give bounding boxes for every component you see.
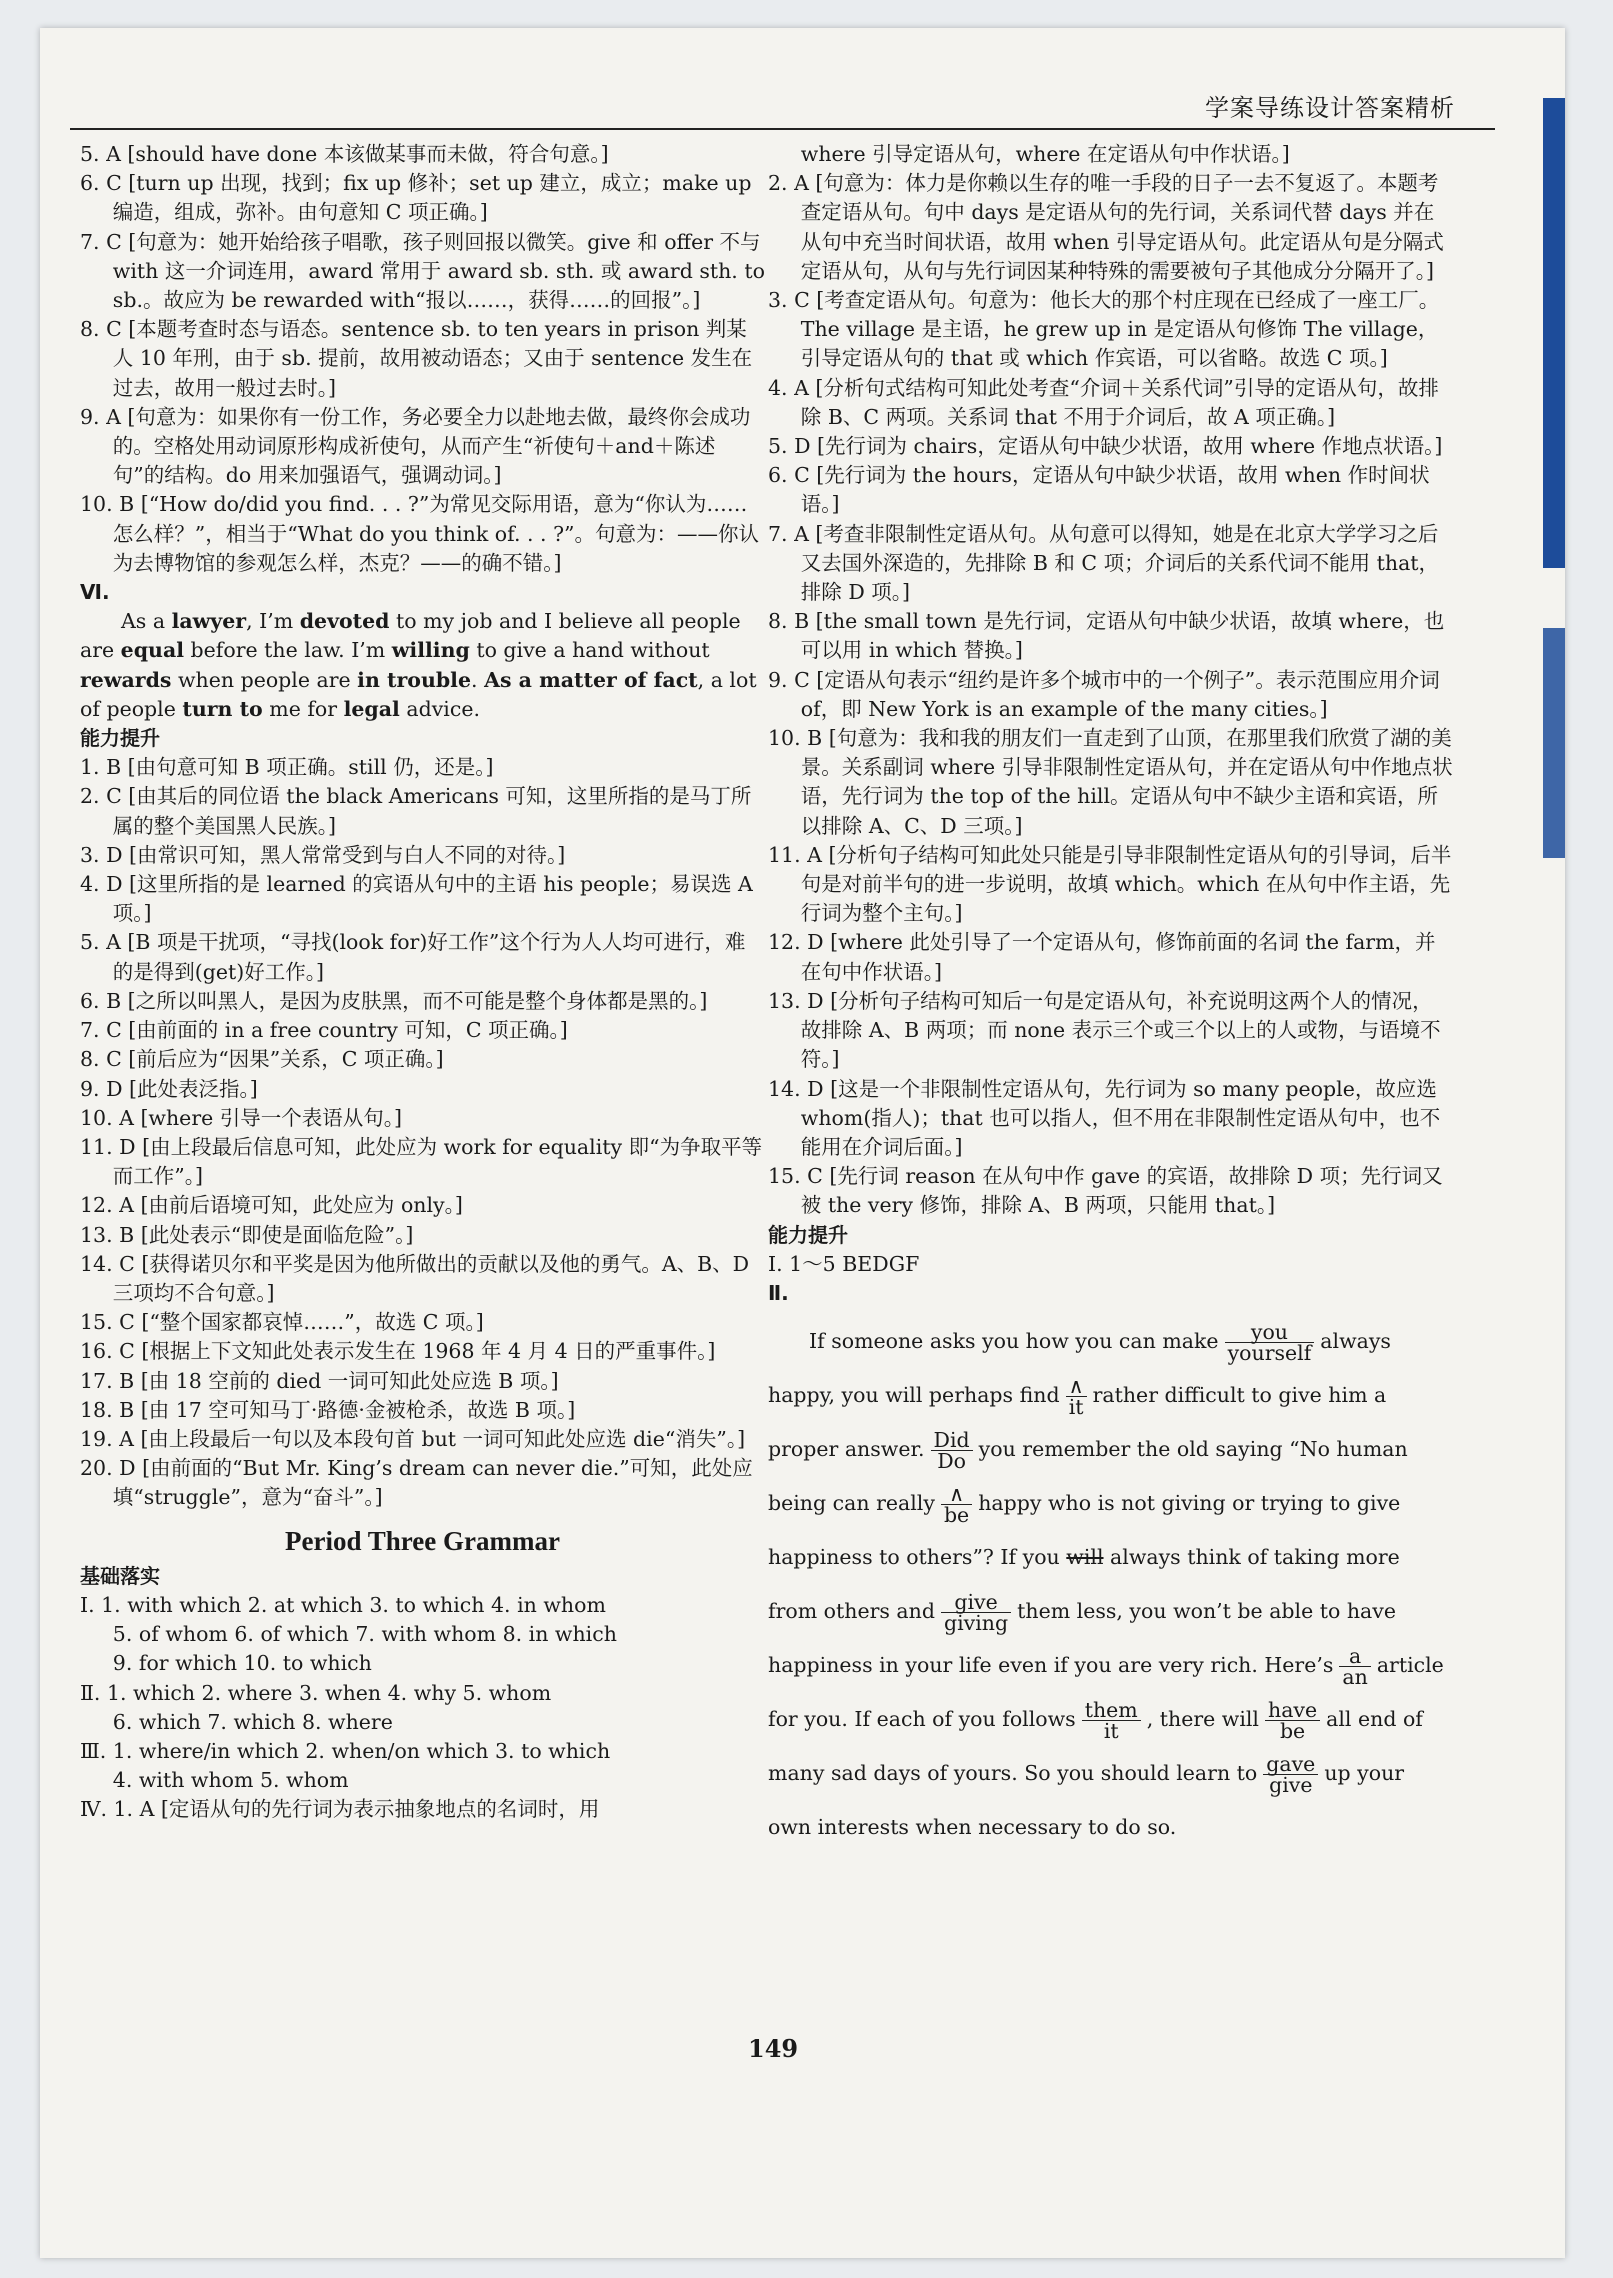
correction-mark: $\frac{\text{have}}{be}$ xyxy=(1265,1700,1320,1741)
answer-item: 9. A [句意为：如果你有一份工作，务必要全力以赴地去做，最终你会成功的。空格处用动词原形构成祈使句，从而产生“祈使句＋and＋陈述句”的结构。do 用来加强语气，强调动词。] xyxy=(80,404,751,488)
answer-page xyxy=(40,28,1565,2258)
answer-item: 13. B [此处表示“即使是面临危险”。] xyxy=(80,1222,414,1247)
correction-mark: $\frac{\text{give}}{\text{giving}}$ xyxy=(941,1592,1011,1633)
answer-item: 9. C [定语从句表示“纽约是许多个城市中的一个例子”。表示范围应用介词 of，即 New York is an example of the many cities。] xyxy=(768,667,1440,721)
correction-mark: $\frac{\text{Did}}{Do}$ xyxy=(931,1430,973,1471)
answer-item: 6. C [turn up 出现，找到；fix up 修补；set up 建立，成立；make up 编造，组成，弥补。由句意知 C 项正确。] xyxy=(80,171,752,225)
vi-paragraph: As a lawyer, I’m devoted to my job and I believe all people are equal before the law. I’m willing to give a hand without rewards when people are in trouble. As a matter of fact, a lot of people turn to me for legal advice. xyxy=(80,609,757,721)
right-column xyxy=(768,140,1453,1854)
page-header-title: 学案导练设计答案精析 xyxy=(1205,94,1455,122)
grammar-answer-line: 6. which 7. which 8. where xyxy=(112,1709,393,1734)
left-column xyxy=(80,140,765,1825)
page-edge-mark xyxy=(1543,628,1565,858)
filled-word: willing xyxy=(391,638,470,663)
matching-answers: Ⅰ. 1～5 BEDGF xyxy=(768,1251,920,1276)
answer-item: 11. A [分析句子结构可知此处只能是引导非限制性定语从句的引导词，后半句是对前半句的进一步说明，故填 which。which 在从句中作主语，先行词为整个主句。] xyxy=(768,842,1452,926)
answer-item: 8. C [本题考查时态与语态。sentence sb. to ten years in prison 判某人 10 年刑，由于 sb. 提前，故用被动语态；又由于 sentence 发生在过去，故用一般过去时。] xyxy=(80,317,753,400)
answer-item: 17. B [由 18 空前的 died 一词可知此处应选 B 项。] xyxy=(80,1368,559,1393)
grammar-answer-line: Ⅰ. 1. with which 2. at which 3. to which 4. in whom xyxy=(80,1592,606,1617)
struck-word: will xyxy=(1066,1545,1104,1570)
answer-item: 18. B [由 17 空可知马丁·路德·金被枪杀，故选 B 项。] xyxy=(80,1397,576,1422)
answer-item: 2. A [句意为：体力是你赖以生存的唯一手段的日子一去不复返了。本题考查定语从句。句中 days 是定语从句的先行词，关系词代替 days 并在从句中充当时间状语，故用 when 引导定语从句。此定语从句是分隔式定语从句，从句与先行词因某种特殊的需要被句子其他成分分隔开了。] xyxy=(768,171,1444,283)
answer-item: 1. B [由句意可知 B 项正确。still 仍，还是。] xyxy=(80,755,494,780)
section-ability-label: 能力提升 xyxy=(80,726,160,751)
answer-item: 11. D [由上段最后信息可知，此处应为 work for equality 即“为争取平等而工作”。] xyxy=(80,1134,763,1189)
answer-item: 5. A [should have done 本该做某事而未做，符合句意。] xyxy=(80,142,609,166)
answer-item: 20. D [由前面的“But Mr. King’s dream can never die.”可知，此处应填“struggle”，意为“奋斗”。] xyxy=(80,1456,753,1510)
answer-item: 7. C [由前面的 in a free country 可知，C 项正确。] xyxy=(80,1018,568,1043)
filled-word: lawyer xyxy=(171,609,247,634)
answer-item: 6. B [之所以叫黑人，是因为皮肤黑，而不可能是整个身体都是黑的。] xyxy=(80,988,708,1013)
section-ii-label: Ⅱ. xyxy=(768,1280,789,1305)
answer-item: 12. A [由前后语境可知，此处应为 only。] xyxy=(80,1193,463,1218)
answer-item: 3. D [由常识可知，黑人常常受到与白人不同的对待。] xyxy=(80,842,566,867)
correction-mark: $\frac{\text{gave}}{\text{give}}$ xyxy=(1263,1754,1318,1795)
filled-word: devoted xyxy=(299,609,390,634)
answer-item: 12. D [where 此处引导了一个定语从句，修饰前面的名词 the farm，并在句中作状语。] xyxy=(768,930,1436,984)
answer-item: 10. B [句意为：我和我的朋友们一直走到了山顶，在那里我们欣赏了湖的美景。关系副词 where 引导非限制性定语从句，并在定语从句中作地点状语，先行词为 the top of the hill。定语从句中不缺少主语和宾语，所以排除 A、C、D 三项。] xyxy=(768,726,1453,838)
section-vi-label: Ⅵ. xyxy=(80,580,110,605)
filled-word: As a matter of fact xyxy=(484,667,698,692)
answer-item: 15. C [“整个国家都哀悼……”，故选 C 项。] xyxy=(80,1310,484,1335)
section-ability-label: 能力提升 xyxy=(768,1222,848,1247)
answer-item: 15. C [先行词 reason 在从句中作 gave 的宾语，故排除 D 项；先行词又被 the very 修饰，排除 A、B 两项，只能用 that。] xyxy=(768,1164,1443,1218)
answer-item: 9. D [此处表泛指。] xyxy=(80,1076,258,1101)
answer-item: 16. C [根据上下文知此处表示发生在 1968 年 4 月 4 日的严重事件。] xyxy=(80,1339,716,1364)
answer-item: 10. B [“How do/did you find. . . ?”为常见交际用语，意为“你认为……怎么样？”，相当于“What do you think of. . . ?”。句意为：——你认为去博物馆的参观怎么样，杰克？——的确不错。] xyxy=(80,492,760,575)
filled-word: rewards xyxy=(80,667,172,692)
correction-mark: $\frac{\text{them}}{it}$ xyxy=(1082,1700,1141,1741)
answer-item: 14. C [获得诺贝尔和平奖是因为他所做出的贡献以及他的勇气。A、B、D 三项均不合句意。] xyxy=(80,1251,750,1305)
answer-item: 8. C [前后应为“因果”关系，C 项正确。] xyxy=(80,1047,444,1072)
correction-mark: $\frac{a}{an}$ xyxy=(1339,1646,1370,1687)
answer-item: 14. D [这是一个非限制性定语从句，先行词为 so many people，故应选 whom(指人)；that 也可以指人，但不用在非限制性定语从句中，也不能用在介词后面。] xyxy=(768,1076,1441,1159)
answer-item: 4. A [分析句式结构可知此处考查“介词＋关系代词”引导的定语从句，故排除 B、C 两项。关系词 that 不用于介词后，故 A 项正确。] xyxy=(768,375,1439,429)
correction-mark: $\frac{\wedge}{it}$ xyxy=(1066,1376,1087,1417)
filled-word: in trouble xyxy=(357,667,472,692)
answer-item: 2. C [由其后的同位语 the black Americans 可知，这里所指的是马丁所属的整个美国黑人民族。] xyxy=(80,784,752,838)
answer-item: 5. A [B 项是干扰项，“寻找(look for)好工作”这个行为人人均可进行，难的是得到(get)好工作。] xyxy=(80,930,746,984)
page-number: 149 xyxy=(748,2034,799,2063)
error-correction-essay: If someone asks you how you can make $\frac{\text{you}}{\text{yourself}}$ always happy, you will perhaps find $\frac{\wedge}{it}$ rather difficult to give him a proper answer. $\frac{\text{Did}}{Do}$ you remember the old saying “No human being can really $\frac{\wedge}{be}$ happy who is not giving or trying to give happiness to others”? If you will always think of taking more from others and $\frac{\text{give}}{\text{giving}}$ them less, you won’t be able to have happiness in your life even if you are very rich. Here’s $\frac{a}{an}$ article for you. If each of you follows $\frac{\text{them}}{it}$ , there will $\frac{\text{have}}{be}$ all end of many sad days of yours. So you should learn to $\frac{\text{gave}}{\text{give}}$ up your own interests when necessary to do so. xyxy=(768,1320,1444,1840)
answer-item: 19. A [由上段最后一句以及本段句首 but 一词可知此处应选 die“消失”。] xyxy=(80,1426,746,1451)
answer-item: 8. B [the small town 是先行词，定语从句中缺少状语，故填 where，也可以用 in which 替换。] xyxy=(768,609,1445,663)
correction-mark: $\frac{\text{you}}{\text{yourself}}$ xyxy=(1225,1322,1315,1363)
header-divider xyxy=(70,128,1495,130)
grammar-answer-line: Ⅳ. 1. A [定语从句的先行词为表示抽象地点的名词时，用 xyxy=(80,1797,600,1822)
correction-mark: $\frac{\wedge}{be}$ xyxy=(941,1484,972,1525)
grammar-answer-line: 9. for which 10. to which xyxy=(112,1651,372,1676)
answer-item: 4. D [这里所指的是 learned 的宾语从句中的主语 his people；易误选 A 项。] xyxy=(80,872,753,926)
answer-continuation: where 引导定语从句，where 在定语从句中作状语。] xyxy=(800,142,1290,166)
grammar-answer-line: Ⅱ. 1. which 2. where 3. when 4. why 5. whom xyxy=(80,1680,552,1705)
answer-item: 10. A [where 引导一个表语从句。] xyxy=(80,1105,403,1130)
section-foundation-label: 基础落实 xyxy=(80,1563,160,1588)
grammar-answer-line: Ⅲ. 1. where/in which 2. when/on which 3. to which xyxy=(80,1738,611,1763)
answer-item: 5. D [先行词为 chairs，定语从句中缺少状语，故用 where 作地点状语。] xyxy=(768,434,1443,459)
grammar-answer-line: 5. of whom 6. of which 7. with whom 8. in which xyxy=(112,1622,617,1647)
filled-word: legal xyxy=(343,696,400,721)
filled-word: equal xyxy=(120,638,185,663)
page-edge-mark xyxy=(1543,98,1565,568)
period-title: Period Three Grammar xyxy=(285,1525,560,1556)
answer-item: 7. C [句意为：她开始给孩子唱歌，孩子则回报以微笑。give 和 offer 不与 with 这一介词连用，award 常用于 award sb. sth. 或 award sth. to sb.。故应为 be rewarded with“报以……，获得……的回报”。] xyxy=(80,229,765,313)
grammar-answer-line: 4. with whom 5. whom xyxy=(112,1768,349,1793)
answer-item: 7. A [考查非限制性定语从句。从句意可以得知，她是在北京大学学习之后又去国外深造的，先排除 B 和 C 项；介词后的关系代词不能用 that，排除 D 项。] xyxy=(768,521,1440,605)
answer-item: 6. C [先行词为 the hours，定语从句中缺少状语，故用 when 作时间状语。] xyxy=(768,463,1430,517)
answer-item: 13. D [分析句子结构可知后一句是定语从句，补充说明这两个人的情况，故排除 A、B 两项；而 none 表示三个或三个以上的人或物，与语境不符。] xyxy=(768,988,1441,1072)
filled-word: turn to xyxy=(182,696,263,721)
answer-item: 3. C [考查定语从句。句意为：他长大的那个村庄现在已经成了一座工厂。The village 是主语，he grew up in 是定语从句修饰 The village，引导定语从句的 that 或 which 作宾语，可以省略。故选 C 项。] xyxy=(768,288,1440,371)
